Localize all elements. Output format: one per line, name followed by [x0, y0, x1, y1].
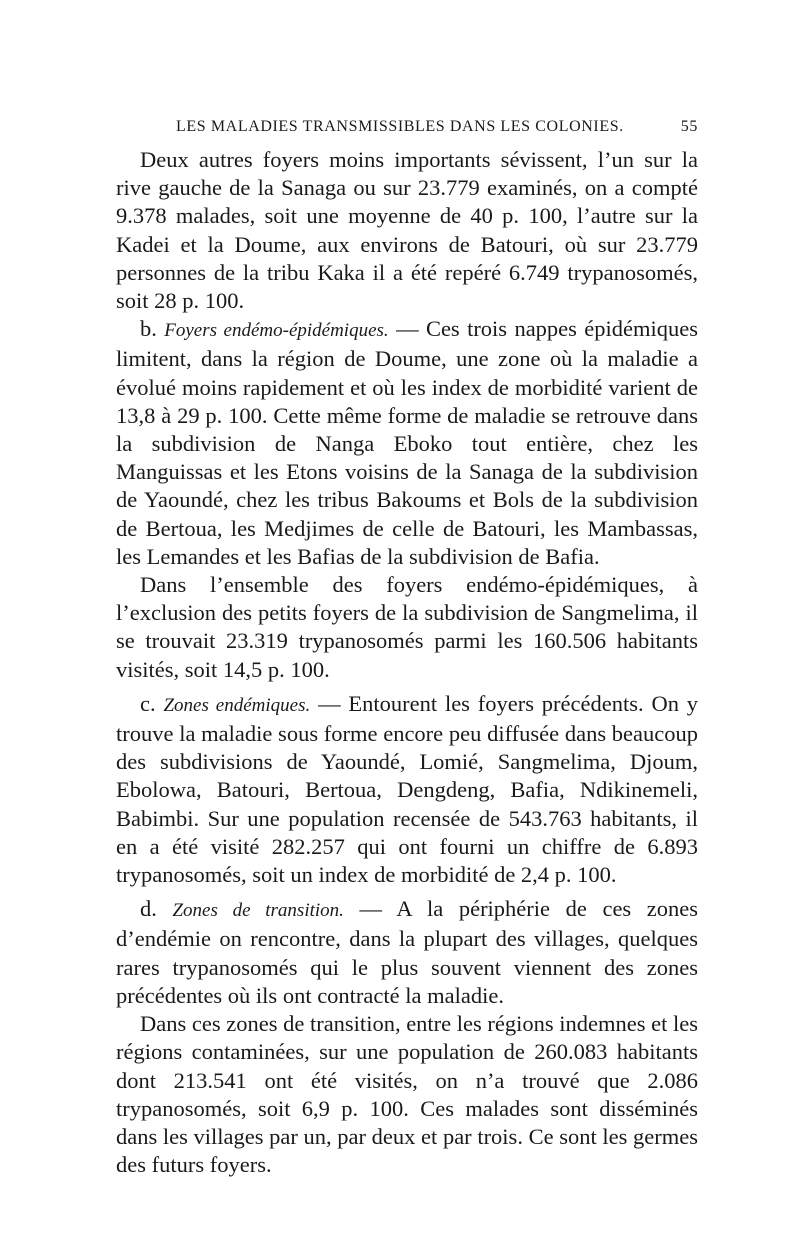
section-title-d: Zones de transition. [172, 900, 344, 922]
paragraph-zones-endemiques [116, 690, 698, 889]
running-header [176, 118, 698, 136]
page-number: 55 [680, 118, 698, 135]
section-title-c: Zones endémiques. [163, 694, 311, 716]
section-text-c: — Entourent les foyers précédents. On y trouve la maladie sous forme encore peu diffusée dans beaucoup des subdivisions de Yaoundé, Lomié, Sangmelima, Djoum, Ebolowa, Batouri, Bertoua, Dengdeng, Bafia, Ndikinemeli, Babimbi. Sur une population recensée de 543.763 habitants, il en a été visité 282.257 qui ont fourni un chiffre de 6.893 trypanosomés, soit un index de morbidité de 2,4 p. 100. [116, 690, 699, 888]
section-label-b: b. [140, 316, 157, 342]
section-label-c: c. [140, 690, 156, 716]
document-page [116, 118, 698, 1179]
paragraph-foyers-endemo-epidemiques [116, 315, 698, 571]
paragraph-zones-transition [116, 895, 698, 1010]
section-title-b: Foyers endémo-épidémiques. [164, 320, 389, 342]
paragraph-ensemble-foyers: Dans l’ensemble des foyers endémo-épidémiques, à l’exclusion des petits foyers de la subdivision de Sangmelima, il se trouvait 23.319 trypanosomés parmi les 160.506 habitants visités, soit 14,5 p. 100. [116, 572, 698, 682]
running-title: LES MALADIES TRANSMISSIBLES DANS LES COLONIES. [176, 118, 624, 135]
section-text-b: — Ces trois nappes épidémiques limitent, dans la région de Doume, une zone où la maladie a évolué moins rapidement et où les index de morbidité varient de 13,8 à 29 p. 100. Cette même forme de maladie se retrouve dans la subdivision de Nanga Eboko tout entière, chez les Manguissas et les Etons voisins de la Sanaga de la subdivision de Yaoundé, chez les tribus Bakoums et Bols de la subdivision de Bertoua, les Medjimes de celle de Batouri, les Mambassas, les Lemandes et les Bafias de la subdivision de Bafia. [116, 316, 699, 569]
paragraph-foyers-secondaires: Deux autres foyers moins importants sévissent, l’un sur la rive gauche de la Sanaga ou sur 23.779 examinés, on a compté 9.378 malades, soit une moyenne de 40 p. 100, l’autre sur la Kadei et la Doume, aux environs de Batouri, où sur 23.779 personnes de la tribu Kaka il a été repéré 6.749 trypanosomés, soit 28 p. 100. [116, 147, 698, 314]
section-label-d: d. [140, 896, 157, 922]
section-text-d: — A la périphérie de ces zones d’endémie on rencontre, dans la plupart des villages, quelques rares trypanosomés qui le plus souvent viennent des zones précédentes où ils ont contracté la maladie. [116, 896, 699, 1008]
paragraph-transition-details: Dans ces zones de transition, entre les régions indemnes et les régions contaminées, sur une population de 260.083 habitants dont 213.541 ont été visités, on n’a trouvé que 2.086 trypanosomés, soit 6,9 p. 100. Ces malades sont disséminés dans les villages par un, par deux et par trois. Ce sont les germes des futurs foyers. [116, 1011, 698, 1178]
